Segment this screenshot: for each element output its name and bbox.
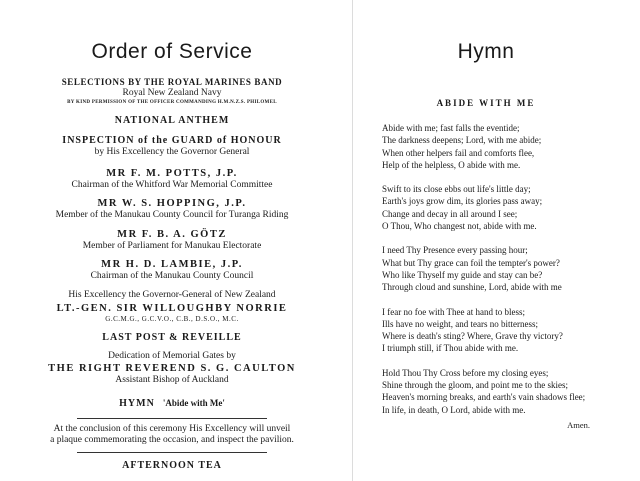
speaker-3 <box>20 228 324 252</box>
speaker-role: Chairman of the Manukau County Council <box>90 271 254 282</box>
dedication-section <box>20 351 324 387</box>
hymn-verses <box>382 122 630 430</box>
verse-line: Abide with me; fast falls the eventide; <box>382 123 520 133</box>
verse-line: Earth's joys grow dim, its glories pass away; <box>382 196 543 207</box>
hymn-page-title: Hymn <box>457 40 515 63</box>
divider <box>77 452 267 453</box>
verse-line: Hold Thou Thy Cross before my closing eyes; <box>382 367 549 378</box>
governor-intro: His Excellency the Governor-General of New Zealand <box>68 290 276 301</box>
speaker-role: Chairman of the Whitford War Memorial Committee <box>71 179 273 190</box>
divider <box>77 418 267 419</box>
verse-line: I need Thy Presence every passing hour; <box>382 245 528 256</box>
inspection-sub: by His Excellency the Governor General <box>94 147 250 158</box>
verse-line: Shine through the gloom, and point me to the skies; <box>382 380 568 391</box>
conclusion-line: a plaque commemorating the occasion, and inspect the pavilion. <box>50 435 294 446</box>
hymn-page <box>360 0 640 481</box>
verse-line: The darkness deepens; Lord, with me abide; <box>382 135 542 146</box>
speaker-4 <box>20 258 324 282</box>
verse-line: Change and decay in all around I see; <box>382 208 518 219</box>
speaker-name: MR W. S. HOPPING, J.P. <box>97 198 247 210</box>
page-fold <box>352 0 353 481</box>
verse-1 <box>382 122 630 171</box>
anthem: NATIONAL ANTHEM <box>114 115 230 127</box>
inspection-section <box>20 135 324 158</box>
inspection-heading: INSPECTION of the GUARD of HONOUR <box>62 135 282 147</box>
verse-line: Through cloud and sunshine, Lord, abide with me <box>382 282 562 293</box>
page-title: Order of Service <box>91 40 253 63</box>
hymn-title: ABIDE WITH ME <box>436 98 536 108</box>
hymn-line <box>20 393 324 411</box>
dedication-role: Assistant Bishop of Auckland <box>115 375 229 386</box>
governor-name: LT.-GEN. SIR WILLOUGHBY NORRIE <box>56 302 288 314</box>
dedication-name: THE RIGHT REVEREND S. G. CAULTON <box>48 363 296 375</box>
verse-line: Heaven's morning breaks, and earth's vain shadows flee; <box>382 392 586 403</box>
verse-line: O Thou, Who changest not, abide with me. <box>382 221 537 232</box>
speaker-role: Member of Parliament for Manukau Electorate <box>82 240 262 251</box>
verse-line: Swift to its close ebbs out life's little day; <box>382 184 531 195</box>
verse-2 <box>382 183 630 232</box>
hymn-label: HYMN <box>119 397 155 409</box>
speaker-role: Member of the Manukau County Council for Turanga Riding <box>55 210 289 221</box>
verse-line: Where is death's sting? Where, Grave thy victory? <box>382 331 563 342</box>
band-section <box>20 76 324 107</box>
speaker-1 <box>20 167 324 191</box>
band-heading: SELECTIONS BY THE ROYAL MARINES BAND <box>61 77 283 87</box>
speaker-name: MR F. B. A. GÖTZ <box>117 228 227 240</box>
afternoon-tea: AFTERNOON TEA <box>122 460 222 472</box>
governor-honours: G.C.M.G., G.C.V.O., C.B., D.S.O., M.C. <box>105 314 239 323</box>
verse-line: Help of the helpless, O abide with me. <box>382 159 521 170</box>
band-sub: Royal New Zealand Navy <box>122 88 222 98</box>
governor-section <box>20 290 324 323</box>
speaker-name: MR F. M. POTTS, J.P. <box>106 167 238 179</box>
verse-line: I fear no foe with Thee at hand to bless; <box>382 306 526 317</box>
band-note: BY KIND PERMISSION OF THE OFFICER COMMANDING H.M.N.Z.S. PHILOMEL <box>67 100 277 106</box>
conclusion-line: At the conclusion of this ceremony His Excellency will unveil <box>53 423 291 434</box>
speaker-name: MR H. D. LAMBIE, J.P. <box>101 259 243 271</box>
verse-line: Who like Thyself my guide and stay can be? <box>382 269 543 280</box>
verse-3 <box>382 244 630 293</box>
verse-line: In life, in death, O Lord, abide with me. <box>382 404 526 415</box>
verse-4 <box>382 306 630 355</box>
conclusion <box>20 424 324 447</box>
last-post: LAST POST & REVEILLE <box>102 331 242 343</box>
verse-5 <box>382 367 630 416</box>
verse-line: Ills have no weight, and tears no bitterness; <box>382 318 538 329</box>
verse-line: When other helpers fail and comforts flee, <box>382 147 535 158</box>
verse-line: I triumph still, if Thou abide with me. <box>382 343 519 354</box>
speaker-2 <box>20 197 324 221</box>
amen: Amen. <box>567 419 590 430</box>
verse-line: What but Thy grace can foil the tempter's power? <box>382 257 560 268</box>
hymn-name: 'Abide with Me' <box>162 397 225 408</box>
dedication-intro: Dedication of Memorial Gates by <box>108 350 236 361</box>
